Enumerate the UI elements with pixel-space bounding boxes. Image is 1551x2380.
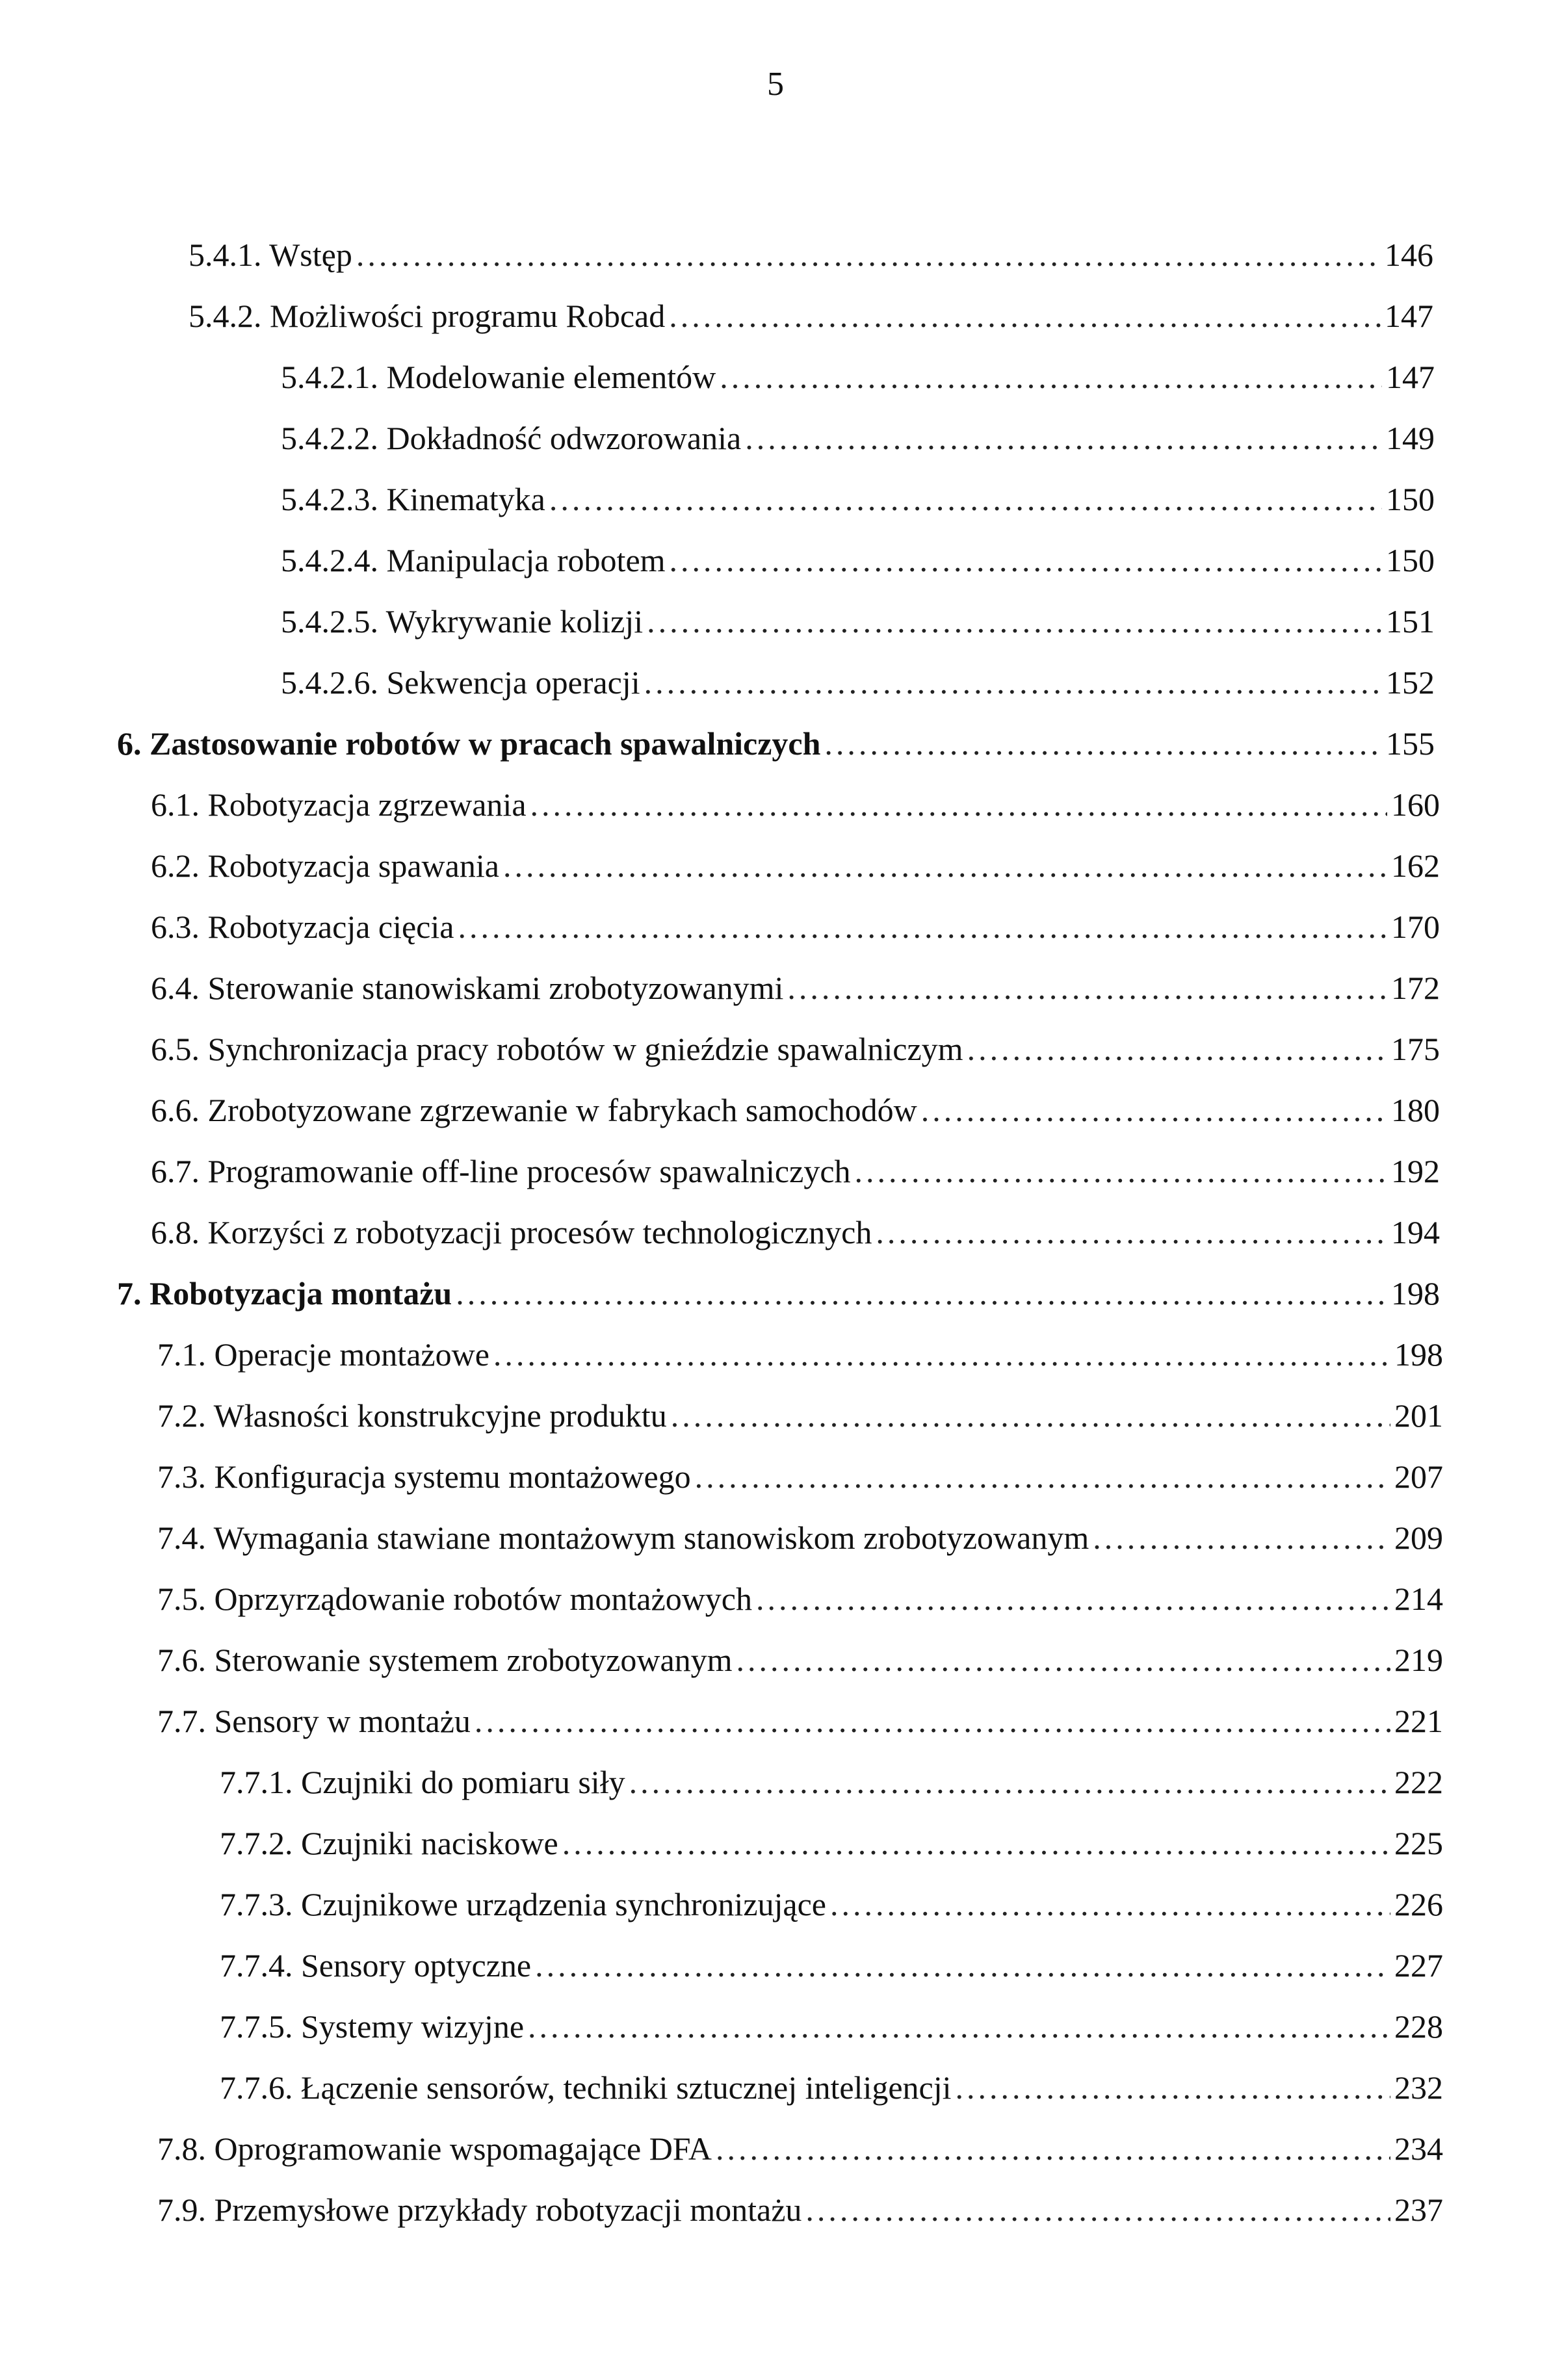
toc-entry-page: 219 — [1394, 1642, 1443, 1678]
dot-leader — [956, 2067, 1390, 2108]
toc-entry-label: 5.4.2.1. Modelowanie elementów — [281, 359, 716, 395]
dot-leader — [787, 967, 1387, 1009]
dot-leader — [669, 295, 1381, 337]
dot-leader — [456, 1273, 1387, 1314]
toc-entry[interactable] — [281, 662, 1435, 703]
dot-leader — [756, 1578, 1390, 1620]
toc-entry-page: 150 — [1386, 542, 1435, 578]
toc-entry-page: 149 — [1386, 420, 1435, 456]
toc-entry-page: 227 — [1394, 1947, 1443, 1984]
toc-entry-page: 162 — [1391, 847, 1440, 884]
toc-entry-label: 7.7. Sensory w montażu — [157, 1703, 471, 1739]
dot-leader — [503, 845, 1387, 886]
toc-entry[interactable] — [281, 356, 1435, 398]
toc-entry-label: 7.7.1. Czujniki do pomiaru siły — [220, 1764, 625, 1800]
toc-entry-label: 6.2. Robotyzacja spawania — [151, 847, 499, 884]
toc-entry-page: 160 — [1391, 786, 1440, 823]
page-number: 5 — [767, 66, 784, 103]
dot-leader — [644, 662, 1382, 703]
toc-entry[interactable] — [157, 2189, 1443, 2231]
dot-leader — [535, 1945, 1390, 1986]
toc-entry[interactable] — [281, 417, 1435, 459]
toc-entry[interactable] — [157, 1395, 1443, 1436]
toc-entry-label: 5.4.2.5. Wykrywanie kolizji — [281, 603, 644, 640]
toc-entry-label: 7.2. Własności konstrukcyjne produktu — [157, 1397, 667, 1434]
dot-leader — [647, 601, 1382, 642]
toc-entry-label: 7.7.4. Sensory optyczne — [220, 1947, 532, 1984]
toc-entry-page: 207 — [1394, 1458, 1443, 1495]
dot-leader — [921, 1089, 1387, 1131]
toc-entry-label: 5.4.2.4. Manipulacja robotem — [281, 542, 666, 578]
dot-leader — [716, 2128, 1390, 2169]
toc-entry-label: 7.3. Konfiguracja systemu montażowego — [157, 1458, 691, 1495]
toc-entry-page: 225 — [1394, 1825, 1443, 1861]
dot-leader — [824, 723, 1382, 764]
toc-entry-page: 226 — [1394, 1886, 1443, 1922]
toc-entry-label: 7.7.3. Czujnikowe urządzenia synchronizujące — [220, 1886, 826, 1922]
dot-leader — [629, 1761, 1390, 1803]
toc-entry-label: 6.8. Korzyści z robotyzacji procesów technologicznych — [151, 1214, 872, 1250]
toc-entry-page: 152 — [1386, 664, 1435, 701]
dot-leader — [830, 1883, 1390, 1925]
dot-leader — [855, 1150, 1387, 1192]
dot-leader — [356, 234, 1381, 276]
toc-entry-page: 172 — [1391, 970, 1440, 1006]
toc-entry-label: 5.4.2. Możliwości programu Robcad — [189, 298, 666, 334]
dot-leader — [528, 2006, 1390, 2047]
toc-entry[interactable] — [157, 1578, 1443, 1620]
dot-leader — [549, 478, 1382, 520]
toc-entry-label: 6.4. Sterowanie stanowiskami zrobotyzowanymi — [151, 970, 784, 1006]
toc-entry-label: 7.9. Przemysłowe przykłady robotyzacji montażu — [157, 2192, 802, 2228]
dot-leader — [967, 1028, 1387, 1070]
dot-leader — [562, 1822, 1390, 1864]
dot-leader — [475, 1700, 1390, 1742]
toc-entry-label: 5.4.2.3. Kinematyka — [281, 481, 545, 517]
toc-entry-label: 7.1. Operacje montażowe — [157, 1336, 489, 1373]
toc-entry-label: 7.6. Sterowanie systemem zrobotyzowanym — [157, 1642, 733, 1678]
dot-leader — [493, 1334, 1390, 1375]
table-of-contents — [0, 234, 1551, 2307]
toc-entry[interactable] — [220, 2006, 1443, 2047]
toc-chapter-entry[interactable] — [117, 1273, 1440, 1314]
toc-entry[interactable] — [189, 234, 1433, 276]
toc-entry-label: 6.5. Synchronizacja pracy robotów w gnieździe spawalniczym — [151, 1031, 963, 1067]
dot-leader — [745, 417, 1382, 459]
toc-entry-page: 198 — [1391, 1275, 1440, 1312]
dot-leader — [458, 906, 1387, 948]
dot-leader — [530, 784, 1387, 825]
toc-entry-page: 194 — [1391, 1214, 1440, 1250]
toc-entry-page: 232 — [1394, 2069, 1443, 2106]
toc-entry-page: 155 — [1386, 725, 1435, 762]
toc-entry-label: 7. Robotyzacja montażu — [117, 1275, 452, 1312]
toc-entry[interactable] — [189, 295, 1433, 337]
toc-entry-label: 6.1. Robotyzacja zgrzewania — [151, 786, 527, 823]
toc-entry-label: 7.7.2. Czujniki naciskowe — [220, 1825, 558, 1861]
toc-entry-label: 6. Zastosowanie robotów w pracach spawalniczych — [117, 725, 821, 762]
toc-entry-page: 209 — [1394, 1520, 1443, 1556]
toc-entry-page: 147 — [1385, 298, 1433, 334]
toc-entry-page: 237 — [1394, 2192, 1443, 2228]
toc-entry[interactable] — [157, 2128, 1443, 2169]
toc-entry[interactable] — [281, 601, 1435, 642]
toc-entry-page: 150 — [1386, 481, 1435, 517]
toc-entry-label: 7.7.6. Łączenie sensorów, techniki sztucznej inteligencji — [220, 2069, 952, 2106]
toc-entry[interactable] — [220, 1822, 1443, 1864]
dot-leader — [695, 1456, 1390, 1497]
toc-entry[interactable] — [220, 2067, 1443, 2108]
dot-leader — [671, 1395, 1390, 1436]
toc-entry[interactable] — [220, 1761, 1443, 1803]
dot-leader — [876, 1211, 1387, 1253]
toc-entry[interactable] — [281, 539, 1435, 581]
toc-entry-label: 6.3. Robotyzacja cięcia — [151, 909, 454, 945]
toc-entry[interactable] — [151, 784, 1440, 825]
toc-entry-label: 7.8. Oprogramowanie wspomagające DFA — [157, 2130, 712, 2167]
dot-leader — [736, 1639, 1390, 1681]
toc-entry[interactable] — [157, 1700, 1443, 1742]
toc-entry[interactable] — [151, 845, 1440, 886]
toc-entry[interactable] — [157, 1334, 1443, 1375]
toc-entry-label: 6.7. Programowanie off-line procesów spawalniczych — [151, 1153, 851, 1189]
toc-entry[interactable] — [151, 906, 1440, 948]
toc-entry-page: 198 — [1394, 1336, 1443, 1373]
toc-entry-label: 7.7.5. Systemy wizyjne — [220, 2008, 525, 2045]
toc-entry-label: 5.4.2.6. Sekwencja operacji — [281, 664, 640, 701]
toc-entry-page: 228 — [1394, 2008, 1443, 2045]
toc-entry[interactable] — [281, 478, 1435, 520]
toc-entry[interactable] — [151, 967, 1440, 1009]
toc-entry-page: 192 — [1391, 1153, 1440, 1189]
dot-leader — [1093, 1517, 1390, 1559]
toc-entry-page: 214 — [1394, 1581, 1443, 1617]
toc-entry[interactable] — [157, 1639, 1443, 1681]
toc-entry-page: 170 — [1391, 909, 1440, 945]
toc-entry-page: 234 — [1394, 2130, 1443, 2167]
toc-entry-label: 5.4.1. Wstęp — [189, 237, 352, 273]
toc-entry[interactable] — [220, 1945, 1443, 1986]
toc-entry[interactable] — [151, 1150, 1440, 1192]
toc-chapter-entry[interactable] — [117, 723, 1435, 764]
toc-entry-page: 221 — [1394, 1703, 1443, 1739]
toc-entry-label: 6.6. Zrobotyzowane zgrzewanie w fabrykach samochodów — [151, 1092, 917, 1128]
toc-entry[interactable] — [151, 1089, 1440, 1131]
toc-entry[interactable] — [157, 1517, 1443, 1559]
toc-entry[interactable] — [157, 1456, 1443, 1497]
toc-entry-page: 146 — [1385, 237, 1433, 273]
toc-entry-page: 201 — [1394, 1397, 1443, 1434]
toc-entry-label: 7.5. Oprzyrządowanie robotów montażowych — [157, 1581, 752, 1617]
toc-entry-page: 180 — [1391, 1092, 1440, 1128]
toc-entry[interactable] — [151, 1211, 1440, 1253]
dot-leader — [720, 356, 1382, 398]
toc-entry-page: 175 — [1391, 1031, 1440, 1067]
toc-entry[interactable] — [220, 1883, 1443, 1925]
toc-entry-label: 7.4. Wymagania stawiane montażowym stanowiskom zrobotyzowanym — [157, 1520, 1089, 1556]
dot-leader — [670, 539, 1382, 581]
toc-entry-page: 222 — [1394, 1764, 1443, 1800]
toc-entry-page: 147 — [1386, 359, 1435, 395]
toc-entry[interactable] — [151, 1028, 1440, 1070]
dot-leader — [805, 2189, 1390, 2231]
toc-entry-page: 151 — [1386, 603, 1435, 640]
toc-entry-label: 5.4.2.2. Dokładność odwzorowania — [281, 420, 742, 456]
